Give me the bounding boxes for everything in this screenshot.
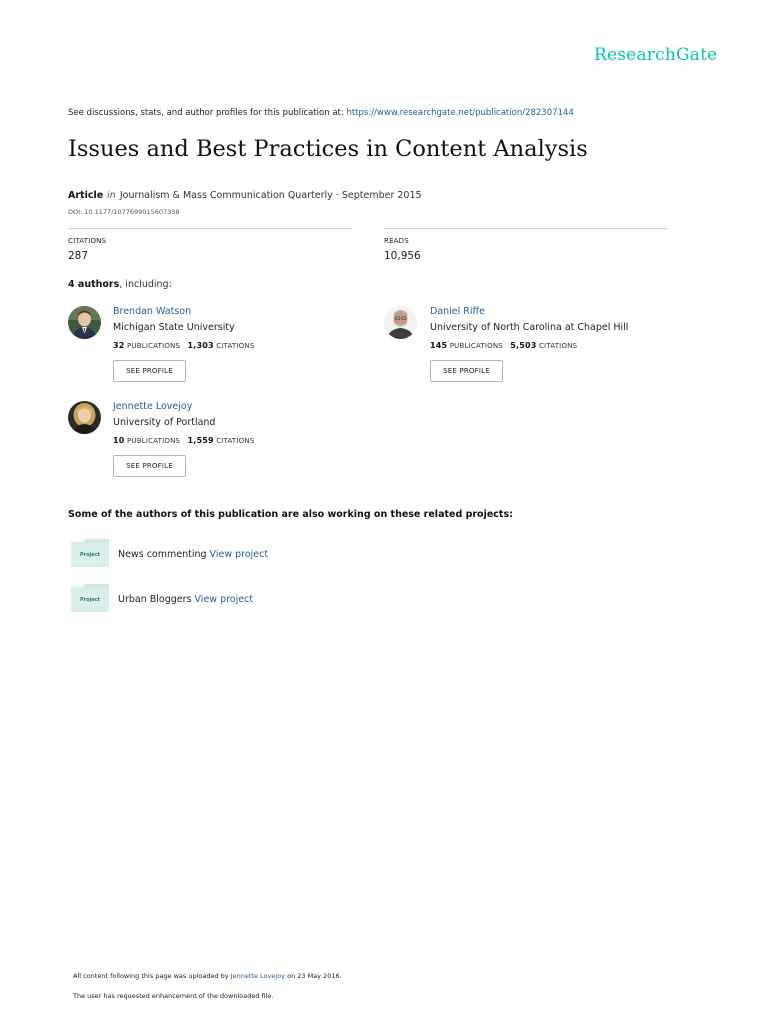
- author-name-brendan-watson[interactable]: Brendan Watson: [113, 306, 192, 317]
- upload-prefix: All content following this page was uploaded by: [73, 972, 229, 980]
- projects-heading: Some of the authors of this publication are also working on these related projects:: [68, 509, 513, 520]
- researchgate-logo[interactable]: ResearchGate: [594, 45, 718, 65]
- publications-count: 32: [113, 341, 125, 350]
- see-profile-button[interactable]: SEE PROFILE: [430, 360, 503, 382]
- project-folder-icon: [71, 539, 109, 567]
- view-project-link[interactable]: View project: [194, 594, 254, 605]
- doi: DOI: 10.1177/1077699015607338: [68, 208, 180, 216]
- author-affiliation: Michigan State University: [113, 322, 235, 333]
- publications-label: PUBLICATIONS: [126, 342, 181, 350]
- see-profile-button[interactable]: SEE PROFILE: [113, 360, 186, 382]
- project-item: [118, 549, 268, 560]
- author-stats: [113, 436, 254, 445]
- see-profile-button[interactable]: SEE PROFILE: [113, 455, 186, 477]
- citations-label: CITATIONS: [68, 237, 107, 245]
- intro-line: [68, 108, 574, 118]
- avatar-photo: [68, 306, 101, 339]
- author-stats: [430, 341, 577, 350]
- citations-divider: [68, 228, 352, 229]
- project-name: Urban Bloggers: [118, 594, 192, 605]
- author-affiliation: University of North Carolina at Chapel Hill: [430, 322, 629, 333]
- publication-title: Issues and Best Practices in Content Analysis: [68, 136, 588, 162]
- citations-value: 287: [68, 250, 89, 262]
- avatar-photo: [68, 401, 101, 434]
- project-icon-label: Project: [79, 597, 101, 603]
- authors-count: 4 authors: [68, 279, 120, 290]
- article-type: Article: [68, 190, 104, 201]
- intro-text: See discussions, stats, and author profiles for this publication at:: [68, 108, 344, 118]
- in-word: in: [107, 190, 116, 201]
- publications-count: 10: [113, 436, 125, 445]
- uploader-link[interactable]: Jennette Lovejoy: [230, 972, 286, 980]
- authors-count-line: [68, 279, 172, 290]
- reads-label: READS: [384, 237, 409, 245]
- citations-label: CITATIONS: [216, 437, 255, 445]
- author-stats: [113, 341, 254, 350]
- project-name: News commenting: [118, 549, 207, 560]
- publications-label: PUBLICATIONS: [126, 437, 181, 445]
- journal-date: Journalism & Mass Communication Quarterly · September 2015: [119, 190, 422, 201]
- upload-suffix: on 23 May 2016.: [287, 972, 342, 980]
- avatar-photo: [384, 306, 417, 339]
- author-name-jennette-lovejoy[interactable]: Jennette Lovejoy: [113, 401, 193, 412]
- reads-value: 10,956: [384, 250, 421, 262]
- citations-count: 1,303: [187, 341, 214, 350]
- author-affiliation: University of Portland: [113, 417, 216, 428]
- project-folder-icon: [71, 584, 109, 612]
- avatar-jennette-lovejoy[interactable]: [68, 401, 101, 434]
- citations-label: CITATIONS: [538, 342, 578, 350]
- view-project-link[interactable]: View project: [209, 549, 269, 560]
- project-icon-label: Project: [79, 552, 101, 558]
- citations-count: 1,559: [187, 436, 214, 445]
- citations-count: 5,503: [510, 341, 537, 350]
- reads-divider: [384, 228, 668, 229]
- enhancement-note: The user has requested enhancement of the downloaded file.: [73, 992, 274, 1000]
- publications-count: 145: [430, 341, 448, 350]
- author-name-daniel-riffe[interactable]: Daniel Riffe: [430, 306, 485, 317]
- project-item: [118, 594, 253, 605]
- publications-label: PUBLICATIONS: [449, 342, 503, 350]
- article-meta: [68, 190, 422, 201]
- upload-note: [73, 972, 342, 980]
- citations-label: CITATIONS: [216, 342, 255, 350]
- avatar-brendan-watson[interactable]: [68, 306, 101, 339]
- authors-including: , including:: [119, 279, 172, 290]
- publication-url-link[interactable]: https://www.researchgate.net/publication/282307144: [346, 108, 574, 118]
- avatar-daniel-riffe[interactable]: [384, 306, 417, 339]
